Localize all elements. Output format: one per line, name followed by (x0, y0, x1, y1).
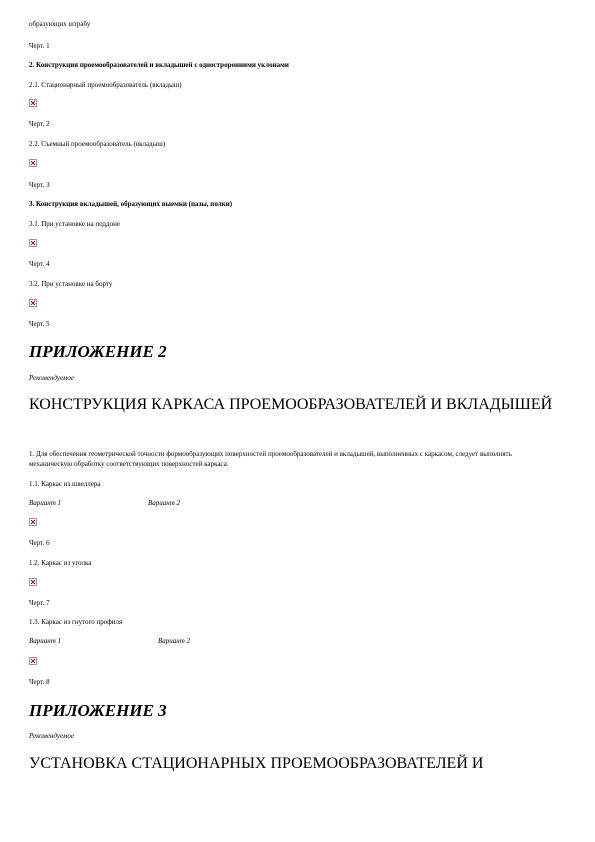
section-heading-2: 2. Конструкция проемообразователей и вкладышей с однострoронними уклонами (29, 61, 289, 69)
figure-caption-4: Черт. 4 (29, 260, 50, 268)
appendix-3-heading: ПРИЛОЖЕНИЕ 3 (29, 701, 167, 720)
broken-image-icon (29, 299, 37, 307)
subsection-3-1: 3.1. При установке на поддоне (29, 220, 120, 228)
figure-caption-6: Черт. 6 (29, 539, 50, 547)
variant-2-label: Вариант 2 (158, 637, 191, 645)
broken-image-icon (29, 518, 37, 526)
broken-image-icon (29, 99, 37, 107)
figure-caption-5: Черт. 5 (29, 320, 50, 328)
variant-1-label: Вариант 1 (29, 637, 62, 645)
appendix-2-note: Рекомендуемое (29, 374, 74, 382)
subsection-1-1: 1.1. Каркас из швеллера (29, 480, 101, 488)
variant-2-label: Вариант 2 (148, 499, 181, 507)
subsection-3-2: 3.2. При установке на борту (29, 280, 113, 288)
figure-caption-7: Черт. 7 (29, 599, 50, 607)
appendix-2-paragraph-1: 1. Для обеспечения геометрической точности формообразующих поверхностей проемообразователей и вкладышей, выполненных с каркасом, следует выполнять механическую обработку соответствующих поверхностей каркаса. (29, 450, 512, 468)
broken-image-icon (29, 578, 37, 586)
figure-caption-8: Черт. 8 (29, 678, 50, 686)
figure-caption-3: Черт. 3 (29, 181, 50, 189)
figure-caption-2: Черт. 2 (29, 120, 50, 128)
broken-image-icon (29, 239, 37, 247)
subsection-2-2: 2.2. Съемный проемообразователь (вкладыш) (29, 140, 166, 148)
subsection-1-2: 1.2. Каркас из уголка (29, 559, 92, 567)
variant-1-label: Вариант 1 (29, 499, 62, 507)
appendix-2-heading: ПРИЛОЖЕНИЕ 2 (29, 342, 167, 361)
figure-caption-1: Черт. 1 (29, 42, 50, 50)
appendix-2-title: КОНСТРУКЦИЯ КАРКАСА ПРОЕМООБРАЗОВАТЕЛЕЙ И ВКЛАДЫШЕЙ (29, 396, 553, 413)
subsection-1-3: 1.3. Каркас из гнутого профиля (29, 618, 123, 626)
subsection-2-1: 2.1. Стационарный проемообразователь (вкладыш) (29, 81, 182, 89)
appendix-3-title: УСТАНОВКА СТАЦИОНАРНЫХ ПРОЕМООБРАЗОВАТЕЛЕЙ И (29, 755, 484, 772)
broken-image-icon (29, 159, 37, 167)
broken-image-icon (29, 657, 37, 665)
text-line-continuation: образующих штрабу (29, 20, 91, 28)
appendix-3-note: Рекомендуемое (29, 732, 74, 740)
section-heading-3: 3. Конструкция вкладышей, образующих выемки (пазы, полки) (29, 200, 233, 208)
